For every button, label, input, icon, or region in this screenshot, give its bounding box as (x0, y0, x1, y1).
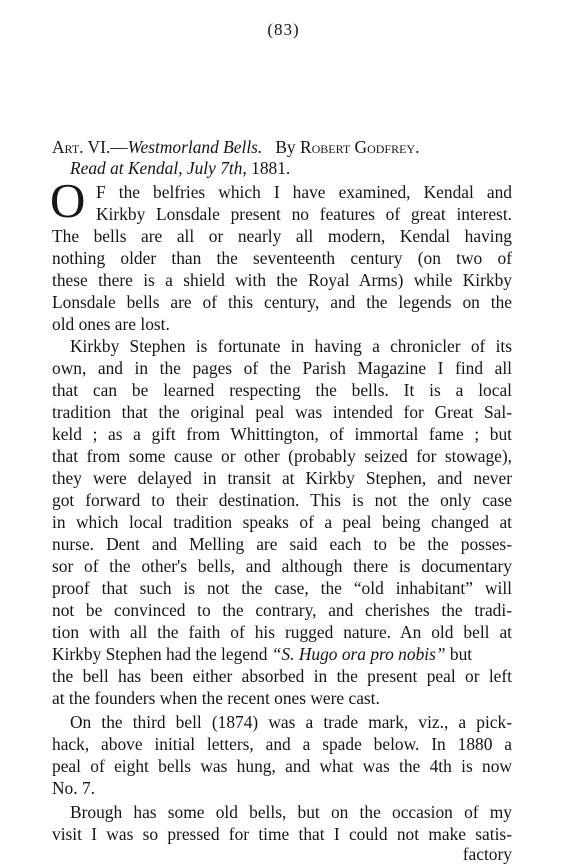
drop-cap: O (50, 173, 86, 228)
text-line: nurse. Dent and Melling are said each to be the posses- (52, 534, 512, 554)
text-line: sor of the other's bells, and although there is documentary (52, 556, 512, 576)
text-line: that can be learned respecting the bells. It is a local (52, 380, 512, 400)
heading-dash: — (110, 137, 128, 157)
text-line: the bell has been either absorbed in the present peal or left (52, 666, 512, 686)
text-line: in which local tradition speaks of a peal being changed at (52, 512, 512, 532)
page-number: (83) (267, 20, 300, 39)
text-line: Brough has some old bells, but on the occasion of my (70, 802, 512, 822)
article-author: Robert Godfrey. (299, 137, 420, 157)
text-line: On the third bell (1874) was a trade mark, viz., a pick- (70, 712, 512, 732)
text-line: at the founders when the recent ones were cast. (52, 688, 380, 708)
article-number: Art. VI. (52, 137, 111, 157)
text-line: Kirkby Stephen is fortunate in having a chronicler of its (70, 336, 512, 356)
text-line: hack, above initial letters, and a spade below. In 1880 a (52, 734, 512, 754)
text-line: Lonsdale bells are of this century, and the legends on the (52, 292, 512, 312)
text-line: that from some cause or other (probably seized for stowage), (52, 446, 512, 466)
text-line: tradition that the original peal was intended for Great Sal- (52, 402, 512, 422)
article-title: Westmorland Bells. (127, 137, 263, 157)
text-line: old ones are lost. (52, 314, 170, 334)
text-line: The bells are all or nearly all modern, Kendal having (52, 226, 512, 246)
read-at-year: 1881. (251, 158, 291, 178)
text-line: visit I was so pressed for time that I could not make satis- (52, 824, 512, 844)
text-line: peal of eight bells was hung, and what was the 4th is now (52, 756, 512, 776)
text-line: No. 7. (52, 778, 95, 798)
read-at: Read at Kendal, July 7th, (70, 158, 252, 178)
catchword: factory (462, 844, 512, 864)
text-line (52, 643, 512, 665)
text-line: F the belfries which I have examined, Kendal and (96, 182, 512, 202)
text-line: not be convinced to the contrary, and cherishes the tradi- (52, 600, 512, 620)
text-line: Kirkby Lonsdale present no features of great interest. (96, 204, 512, 224)
text-line: nothing older than the seventeenth century (on two of (52, 248, 512, 268)
text-line: keld ; as a gift from Whittington, of immortal fame ; but (52, 424, 512, 444)
bell-legend: “S. Hugo ora pro nobis” (271, 644, 446, 664)
read-at-line (70, 157, 512, 179)
heading-by: By (275, 137, 296, 157)
text-line: these there is a shield with the Royal Arms) while Kirkby (52, 270, 512, 290)
legend-intro: Kirkby Stephen had the legend (52, 644, 268, 664)
text-line: they were delayed in transit at Kirkby Stephen, and never (52, 468, 512, 488)
text-line: own, and in the pages of the Parish Magazine I find all (52, 358, 512, 378)
text-line: proof that such is not the case, the “old inhabitant” will (52, 578, 512, 598)
legend-after: but (445, 644, 473, 664)
text-line: got forward to their destination. This is not the only case (52, 490, 512, 510)
text-line: tion with all the faith of his rugged nature. An old bell at (52, 622, 512, 642)
article-heading (52, 136, 512, 158)
